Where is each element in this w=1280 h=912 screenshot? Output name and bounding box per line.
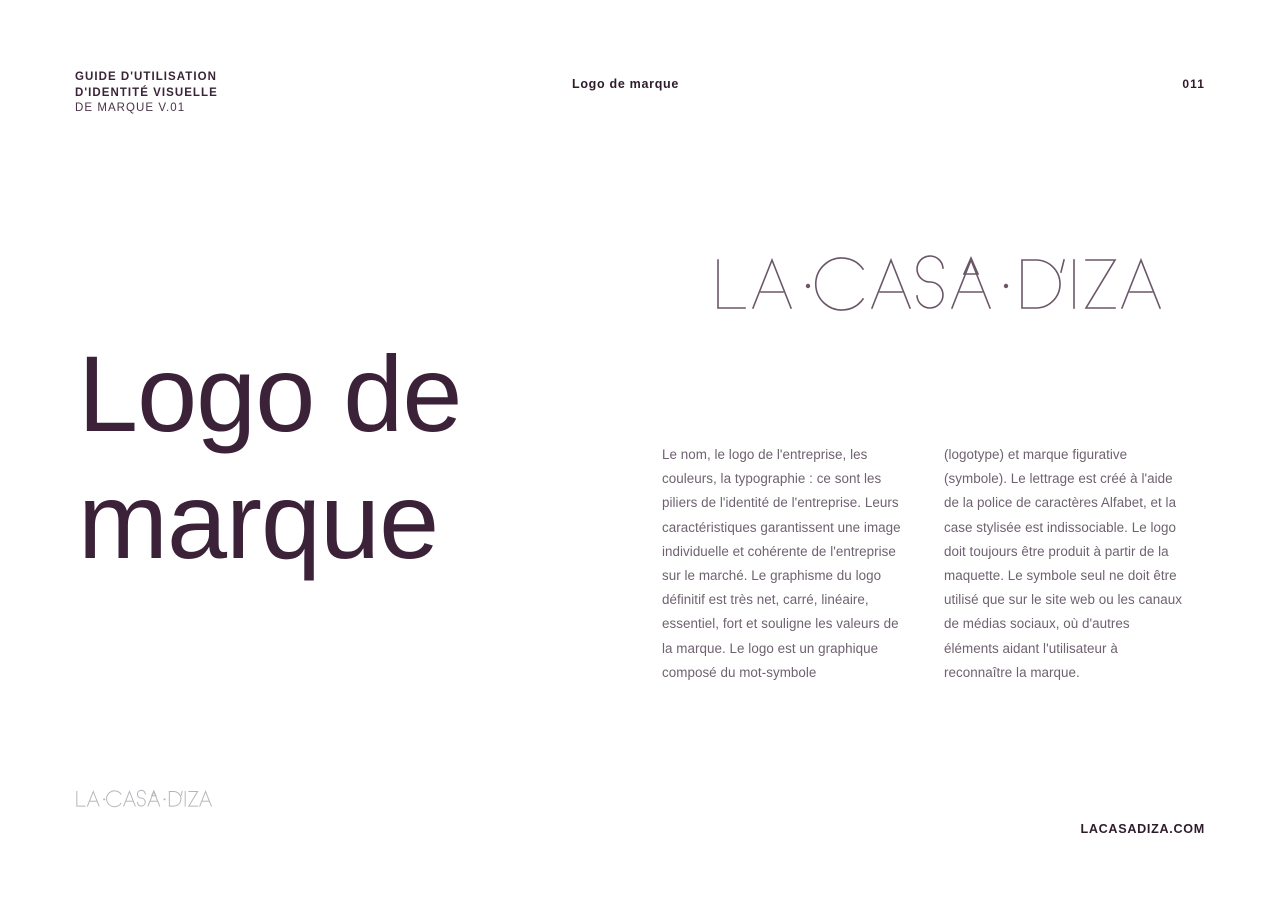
document-title-line-1: GUIDE D'UTILISATION: [75, 71, 217, 83]
body-copy-column-right: (logotype) et marque figurative (symbole). Le lettrage est créé à l'aide de la police de caractères Alfabet, et la case stylisée est indissociable. Le logo doit toujours être produit à partir de la maquette. Le symbole seul ne doit être utilisé que sur le site web ou les canaux de médias sociaux, où d'autres éléments aidant l'utilisateur à reconnaître la marque.: [944, 447, 1183, 680]
page-title-line-2: marque: [78, 460, 439, 582]
document-title-block: [75, 70, 218, 117]
brand-logotype-small-artwork: [75, 789, 215, 811]
body-copy: [662, 443, 1202, 685]
brand-logotype: [712, 252, 1172, 322]
page-title-line-1: Logo de: [78, 333, 462, 454]
body-copy-column-left: Le nom, le logo de l'entreprise, les couleurs, la typographie : ce sont les piliers de l'identité de l'entreprise. Leurs caractéristiques garantissent une image individuelle et cohérente de l'entreprise sur le marché. Le graphisme du logo définitif est très net, carré, linéaire, essentiel, fort et souligne les valeurs de la marque. Le logo est un graphique composé du mot-symbole: [662, 447, 901, 680]
brand-logotype-artwork: [712, 252, 1172, 324]
document-title-line-2: D'IDENTITÉ VISUELLE: [75, 86, 218, 99]
page-number: 011: [1182, 77, 1205, 91]
page-header: [75, 70, 1205, 130]
section-title: Logo de marque: [572, 77, 680, 91]
brand-logotype-small: [75, 789, 215, 811]
document-title-line-3: DE MARQUE V.01: [75, 102, 186, 115]
footer-website-url: LACASADIZA.COM: [1080, 822, 1205, 836]
page-title: [78, 330, 598, 585]
